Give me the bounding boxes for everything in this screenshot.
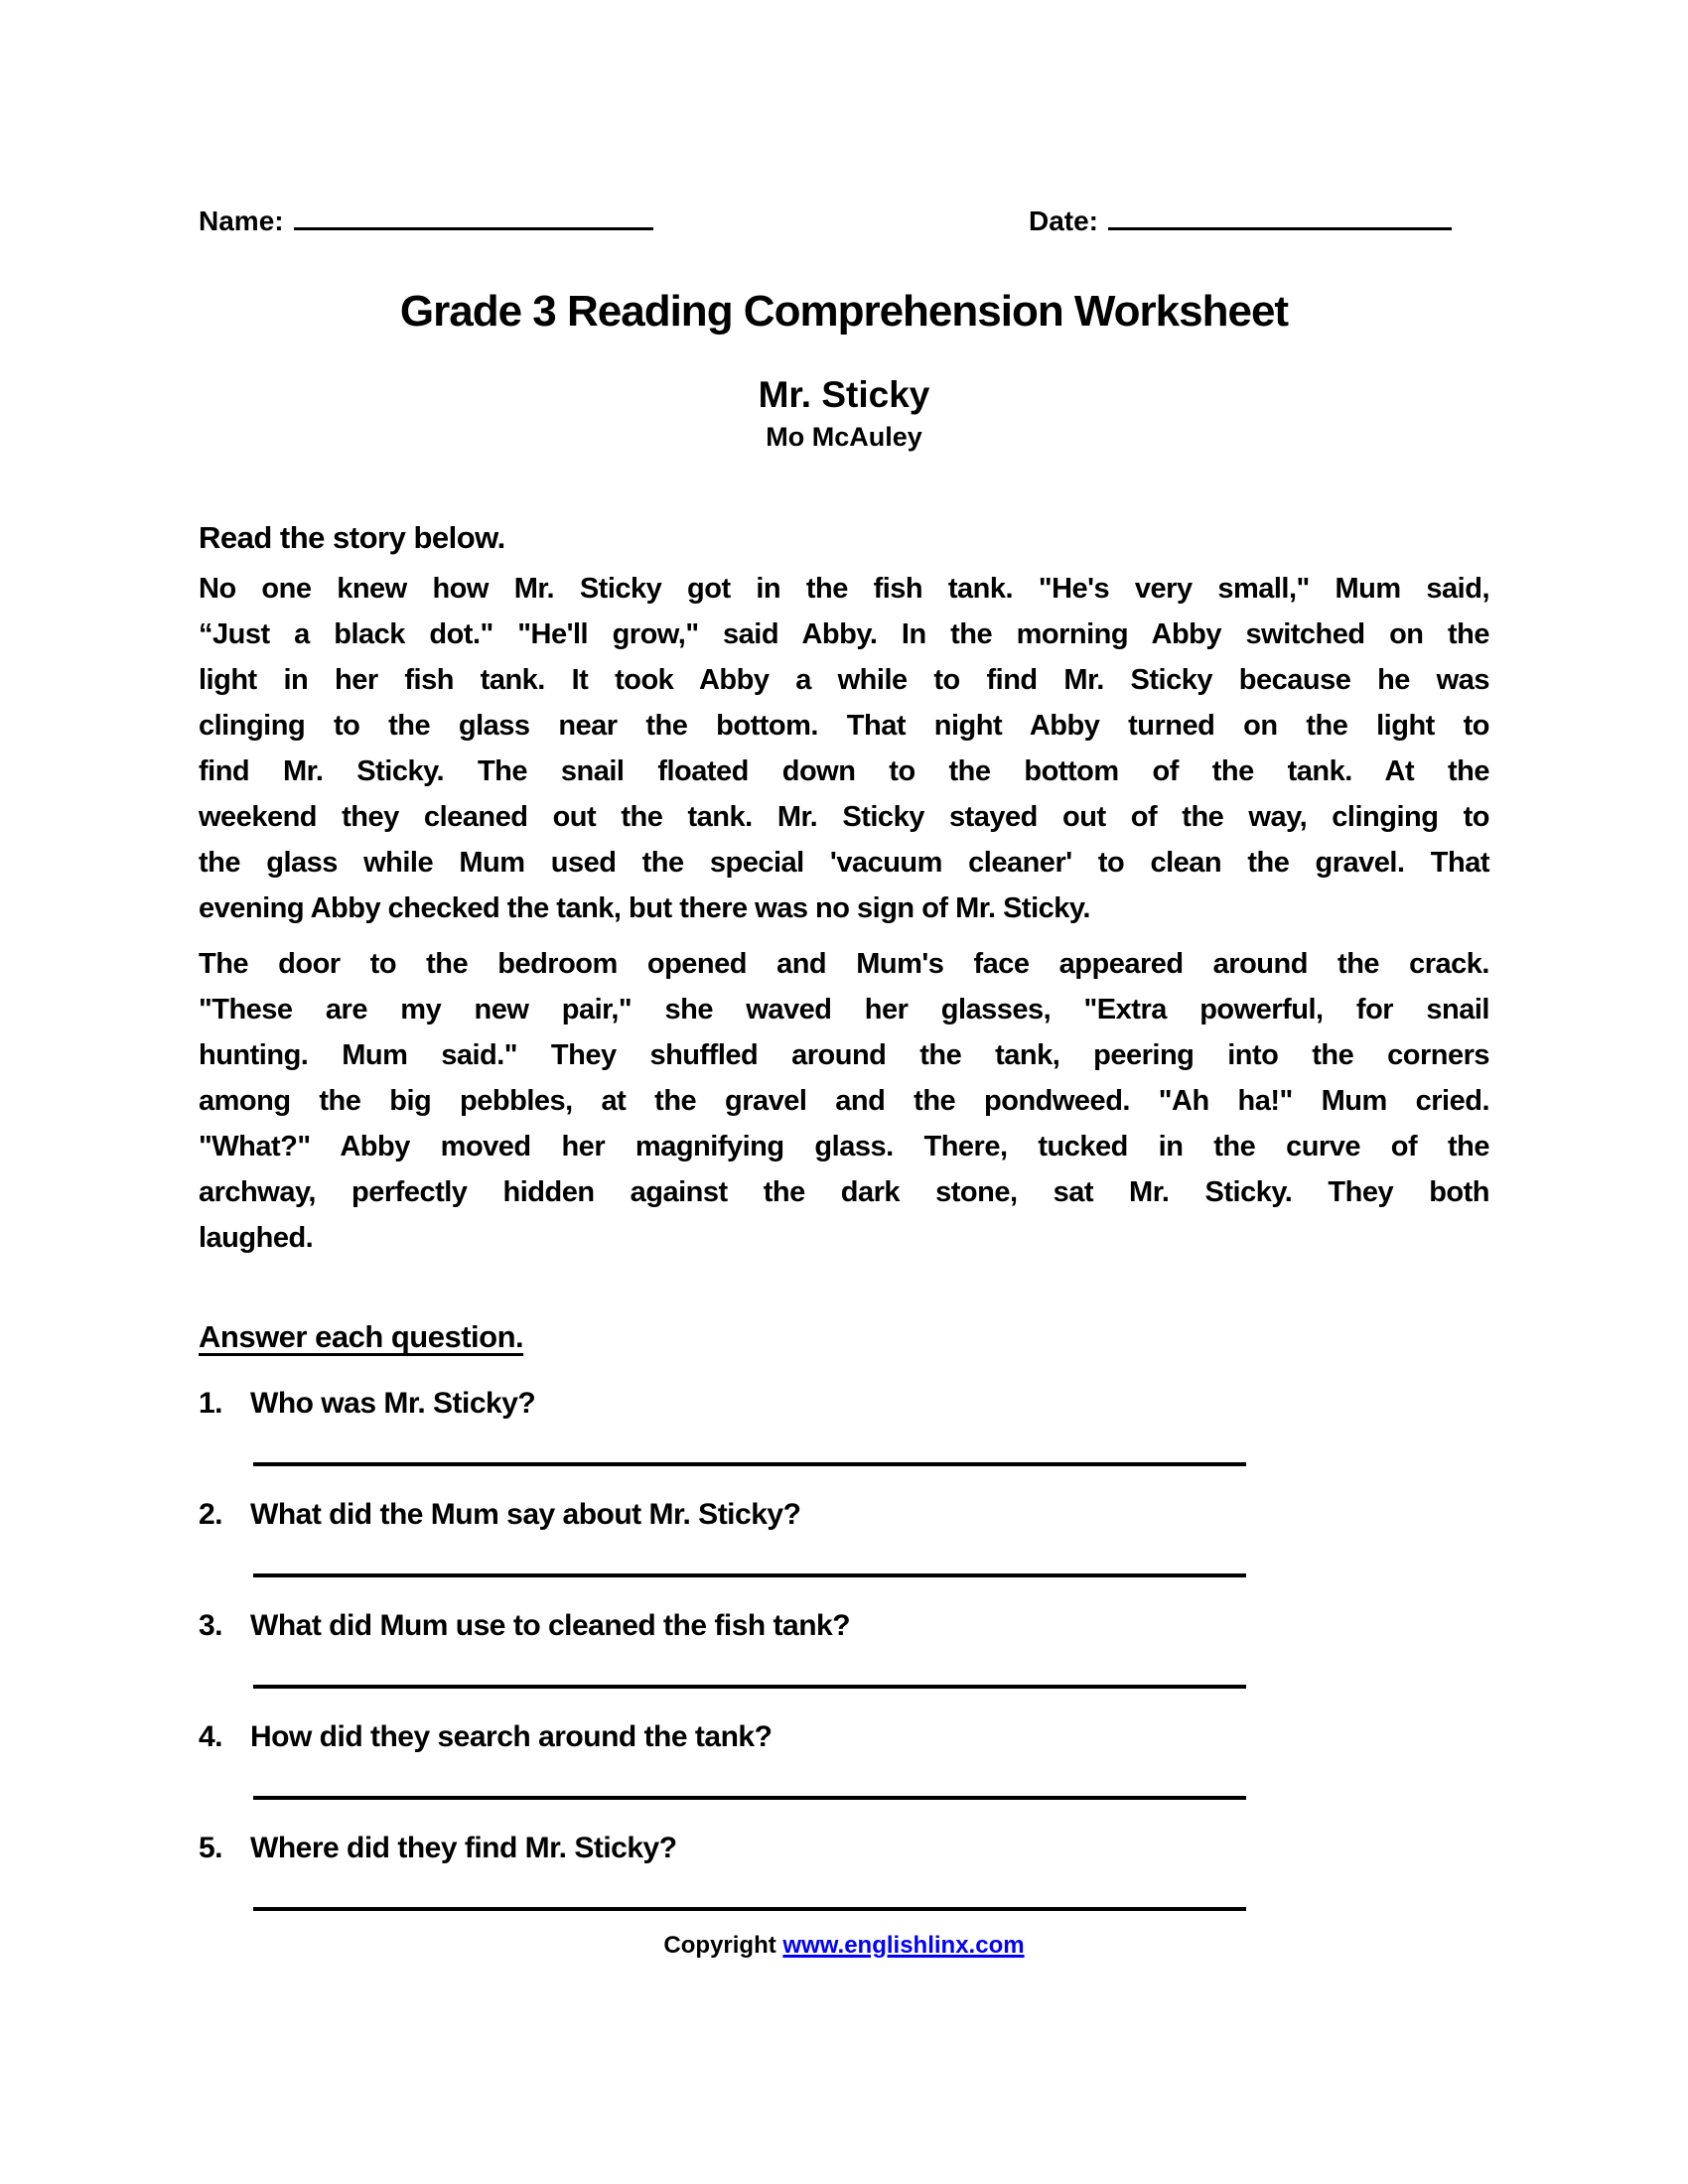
story-paragraph-1 xyxy=(199,566,1489,931)
story-line: find Mr. Sticky. The snail floated down to the bottom of the tank. At the xyxy=(199,755,1489,787)
question-text: How did they search around the tank? xyxy=(250,1720,773,1753)
story-title: Mr. Sticky xyxy=(758,374,930,415)
story-line: evening Abby checked the tank, but there was no sign of Mr. Sticky. xyxy=(199,892,1090,924)
name-blank-line xyxy=(294,204,653,230)
date-label: Date: xyxy=(1028,205,1098,236)
questions-heading: Answer each question. xyxy=(199,1319,524,1354)
copyright-link[interactable]: www.englishlinx.com xyxy=(782,1932,1025,1959)
story-line: "What?" Abby moved her magnifying glass. There, tucked in the curve of the xyxy=(199,1131,1489,1162)
answer-blank-line-3 xyxy=(253,1685,1246,1689)
question-number: 2. xyxy=(199,1498,223,1531)
story-line: laughed. xyxy=(199,1222,314,1254)
story-line: hunting. Mum said." They shuffled around the tank, peering into the corners xyxy=(199,1039,1489,1071)
header-row xyxy=(199,204,1489,237)
question-text: Where did they find Mr. Sticky? xyxy=(250,1832,677,1864)
worksheet-title: Grade 3 Reading Comprehension Worksheet xyxy=(399,287,1289,336)
name-field xyxy=(199,204,653,237)
answer-blank-line-1 xyxy=(253,1462,1246,1466)
story-line: "These are my new pair," she waved her glasses, "Extra powerful, for snail xyxy=(199,994,1489,1025)
story-line: the glass while Mum used the special 'vacuum cleaner' to clean the gravel. That xyxy=(199,847,1489,879)
story-line: light in her fish tank. It took Abby a while to find Mr. Sticky because he was xyxy=(199,664,1489,696)
story-line: clinging to the glass near the bottom. That night Abby turned on the light to xyxy=(199,710,1489,742)
question-item-2 xyxy=(199,1498,1489,1532)
question-item-5 xyxy=(199,1832,1489,1865)
story-line: among the big pebbles, at the gravel and the pondweed. "Ah ha!" Mum cried. xyxy=(199,1085,1489,1117)
story-author: Mo McAuley xyxy=(766,422,922,452)
answer-blank-line-2 xyxy=(253,1573,1246,1577)
question-item-3 xyxy=(199,1609,1489,1643)
story-line: “Just a black dot." "He'll grow," said Abby. In the morning Abby switched on the xyxy=(199,618,1489,650)
story-paragraph-2 xyxy=(199,941,1489,1261)
question-text: What did the Mum say about Mr. Sticky? xyxy=(250,1498,801,1531)
story-line: The door to the bedroom opened and Mum's face appeared around the crack. xyxy=(199,948,1489,980)
answer-blank-line-4 xyxy=(253,1796,1246,1800)
footer xyxy=(199,1931,1489,1961)
question-number: 1. xyxy=(199,1387,223,1420)
answer-blank-line-5 xyxy=(253,1907,1246,1911)
question-number: 4. xyxy=(199,1720,223,1753)
story-line: No one knew how Mr. Sticky got in the fish tank. "He's very small," Mum said, xyxy=(199,573,1489,605)
story-instruction: Read the story below. xyxy=(199,520,505,555)
copyright-label: Copyright xyxy=(663,1932,776,1959)
question-text: Who was Mr. Sticky? xyxy=(250,1387,536,1420)
name-label: Name: xyxy=(199,205,284,236)
story-line: weekend they cleaned out the tank. Mr. Sticky stayed out of the way, clinging to xyxy=(199,801,1489,833)
date-field xyxy=(1029,204,1452,237)
question-number: 3. xyxy=(199,1609,223,1642)
question-number: 5. xyxy=(199,1832,223,1864)
question-item-4 xyxy=(199,1720,1489,1754)
date-blank-line xyxy=(1108,204,1452,230)
story-line: archway, perfectly hidden against the dark stone, sat Mr. Sticky. They both xyxy=(199,1176,1489,1208)
question-text: What did Mum use to cleaned the fish tank? xyxy=(250,1609,851,1642)
question-item-1 xyxy=(199,1387,1489,1421)
